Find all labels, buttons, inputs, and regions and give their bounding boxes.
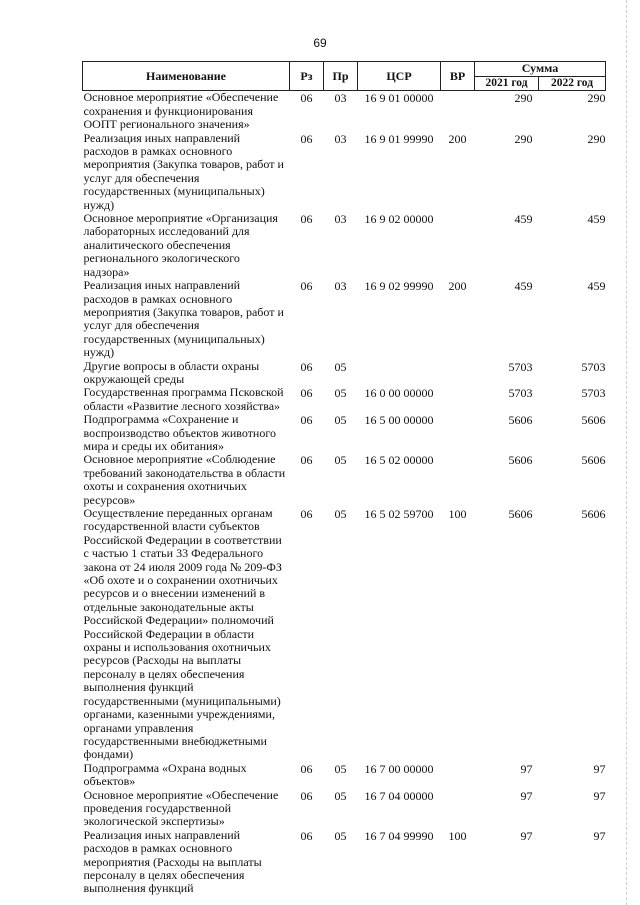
cell-csr: 16 5 02 00000 (364, 453, 434, 468)
cell-pr: 03 (334, 279, 347, 294)
cell-csr: 16 7 04 00000 (364, 788, 434, 803)
table-row (83, 789, 606, 829)
cell-rz: 06 (300, 828, 313, 843)
cell-vr (441, 453, 475, 507)
cell-sum-2021: 5703 (508, 359, 533, 374)
cell-sum-2021: 5606 (508, 507, 533, 521)
cell-sum-2022: 97 (593, 761, 606, 776)
cell-pr: 05 (334, 507, 347, 521)
cell-name: Основное мероприятие «Обеспечение сохранения и функционирования ООПТ регионального значения» (83, 90, 279, 132)
header-vr: ВР (441, 62, 475, 91)
page-number: 69 (313, 36, 327, 50)
table-row (83, 279, 606, 359)
cell-name: Реализация иных направлений расходов в рамках основного мероприятия (Закупка товаров, работ и услуг для обеспечения государственных (муниципальных) нужд) (83, 130, 284, 212)
cell-csr: 16 5 00 00000 (364, 413, 434, 428)
cell-sum-2021: 290 (514, 131, 533, 146)
cell-vr: 200 (448, 279, 467, 294)
cell-csr: 16 9 01 00000 (364, 91, 434, 106)
cell-rz: 06 (300, 279, 313, 294)
header-csr: ЦСР (358, 62, 441, 91)
cell-sum-2021: 5606 (508, 413, 533, 428)
table-row (83, 386, 606, 413)
header-sum: Сумма (475, 62, 606, 77)
cell-name: Реализация иных направлений расходов в рамках основного мероприятия (Закупка товаров, работ и услуг для обеспечения государственных (муниципальных) нужд) (83, 278, 284, 360)
cell-name: Основное мероприятие «Соблюдение требований законодательства в области охоты и сохранения охотничьих ресурсов» (83, 452, 286, 507)
cell-sum-2021: 459 (514, 279, 533, 294)
cell-sum-2021: 97 (520, 788, 533, 803)
cell-vr (441, 762, 475, 789)
cell-pr: 03 (334, 212, 347, 227)
cell-sum-2022: 97 (593, 788, 606, 803)
cell-pr: 05 (334, 453, 347, 468)
cell-vr: 100 (448, 507, 467, 521)
cell-pr: 05 (334, 413, 347, 428)
cell-csr: 16 7 04 99990 (364, 828, 434, 843)
cell-vr (441, 386, 475, 413)
cell-vr: 100 (448, 828, 467, 843)
table-row (83, 132, 606, 212)
header-pr: Пр (324, 62, 358, 91)
table-row (83, 91, 606, 132)
cell-rz: 06 (300, 212, 313, 227)
cell-name: Реализация иных направлений расходов в рамках основного мероприятия (Расходы на выплаты персоналу в целях обеспечения выполнения функций (83, 827, 262, 896)
cell-rz: 06 (300, 453, 313, 468)
cell-name: Подпрограмма «Сохранение и воспроизводство объектов животного мира и среды их обитания» (83, 412, 276, 453)
header-year-2022: 2022 год (539, 77, 606, 91)
cell-csr: 16 9 02 00000 (364, 212, 434, 227)
table-row (83, 413, 606, 453)
cell-name: Подпрограмма «Охрана водных объектов» (83, 760, 247, 789)
cell-rz: 06 (300, 131, 313, 146)
cell-pr: 05 (334, 359, 347, 374)
cell-vr (441, 789, 475, 829)
table-header (83, 62, 606, 91)
table-body (83, 91, 606, 896)
cell-sum-2022: 459 (587, 279, 606, 294)
table-row (83, 507, 606, 762)
cell-sum-2022: 290 (587, 131, 606, 146)
cell-rz: 06 (300, 386, 313, 401)
cell-rz: 06 (300, 91, 313, 106)
page-margin-line (626, 0, 627, 905)
cell-sum-2022: 5703 (581, 386, 606, 401)
header-rz: Рз (290, 62, 324, 91)
table-row (83, 453, 606, 507)
cell-sum-2021: 5703 (508, 386, 533, 401)
cell-rz: 06 (300, 788, 313, 803)
cell-vr (441, 360, 475, 387)
cell-vr (441, 91, 475, 132)
cell-vr (441, 212, 475, 279)
cell-csr: 16 9 01 99990 (364, 131, 434, 146)
cell-name: Основное мероприятие «Организация лабораторных исследований для аналитического обеспечения регионального экологического надзора» (83, 211, 278, 279)
table-row (83, 762, 606, 789)
header-year-2021: 2021 год (475, 77, 539, 91)
cell-csr: 16 9 02 99990 (364, 279, 434, 294)
cell-sum-2022: 5606 (581, 413, 606, 428)
cell-csr: 16 0 00 00000 (364, 386, 434, 401)
cell-pr: 05 (334, 788, 347, 803)
cell-vr (441, 413, 475, 453)
cell-rz: 06 (300, 413, 313, 428)
cell-sum-2021: 97 (520, 761, 533, 776)
budget-table (82, 61, 606, 896)
cell-sum-2022: 290 (587, 91, 606, 106)
cell-rz: 06 (300, 359, 313, 374)
cell-name: Другие вопросы в области охраны окружающей среды (83, 358, 260, 386)
cell-sum-2022: 459 (587, 212, 606, 227)
cell-name: Основное мероприятие «Обеспечение проведения государственной экологической экспертизы» (83, 787, 279, 829)
cell-sum-2021: 97 (520, 828, 533, 843)
cell-pr: 03 (334, 131, 347, 146)
cell-rz: 06 (300, 507, 313, 521)
cell-csr (358, 360, 441, 387)
cell-sum-2022: 5606 (581, 453, 606, 468)
table-row (83, 212, 606, 279)
cell-sum-2022: 5703 (581, 359, 606, 374)
table-row (83, 360, 606, 387)
cell-sum-2021: 290 (514, 91, 533, 106)
table-row (83, 829, 606, 896)
cell-pr: 03 (334, 91, 347, 106)
cell-sum-2021: 459 (514, 212, 533, 227)
header-name: Наименование (83, 62, 290, 91)
cell-csr: 16 5 02 59700 (364, 507, 434, 521)
cell-rz: 06 (300, 761, 313, 776)
cell-name: Государственная программа Псковской области «Развитие лесного хозяйства» (83, 385, 284, 413)
cell-pr: 05 (334, 386, 347, 401)
cell-sum-2022: 5606 (581, 507, 606, 521)
cell-sum-2022: 97 (593, 828, 606, 843)
cell-pr: 05 (334, 828, 347, 843)
cell-vr: 200 (448, 131, 467, 146)
cell-name: Осуществление переданных органам государственной власти субъектов Российской Федерации в соответствии с частью 1 статьи 33 Федерального закона от 24 июля 2009 года № 209-ФЗ «Об охоте и о сохранении охотничьих ресурсов и о внесении изменений в отдельные законодательные акты Российской Федерации» полномочий Российской Федерации в области охраны и использования охотничьих ресурсов (Расходы на выплаты персоналу в целях обеспечения выполнения функций государственными (муниципальными) органами, казенными учреждениями, органами управления государственными внебюджетными фондами) (83, 506, 282, 762)
cell-csr: 16 7 00 00000 (364, 761, 434, 776)
cell-sum-2021: 5606 (508, 453, 533, 468)
cell-pr: 05 (334, 761, 347, 776)
